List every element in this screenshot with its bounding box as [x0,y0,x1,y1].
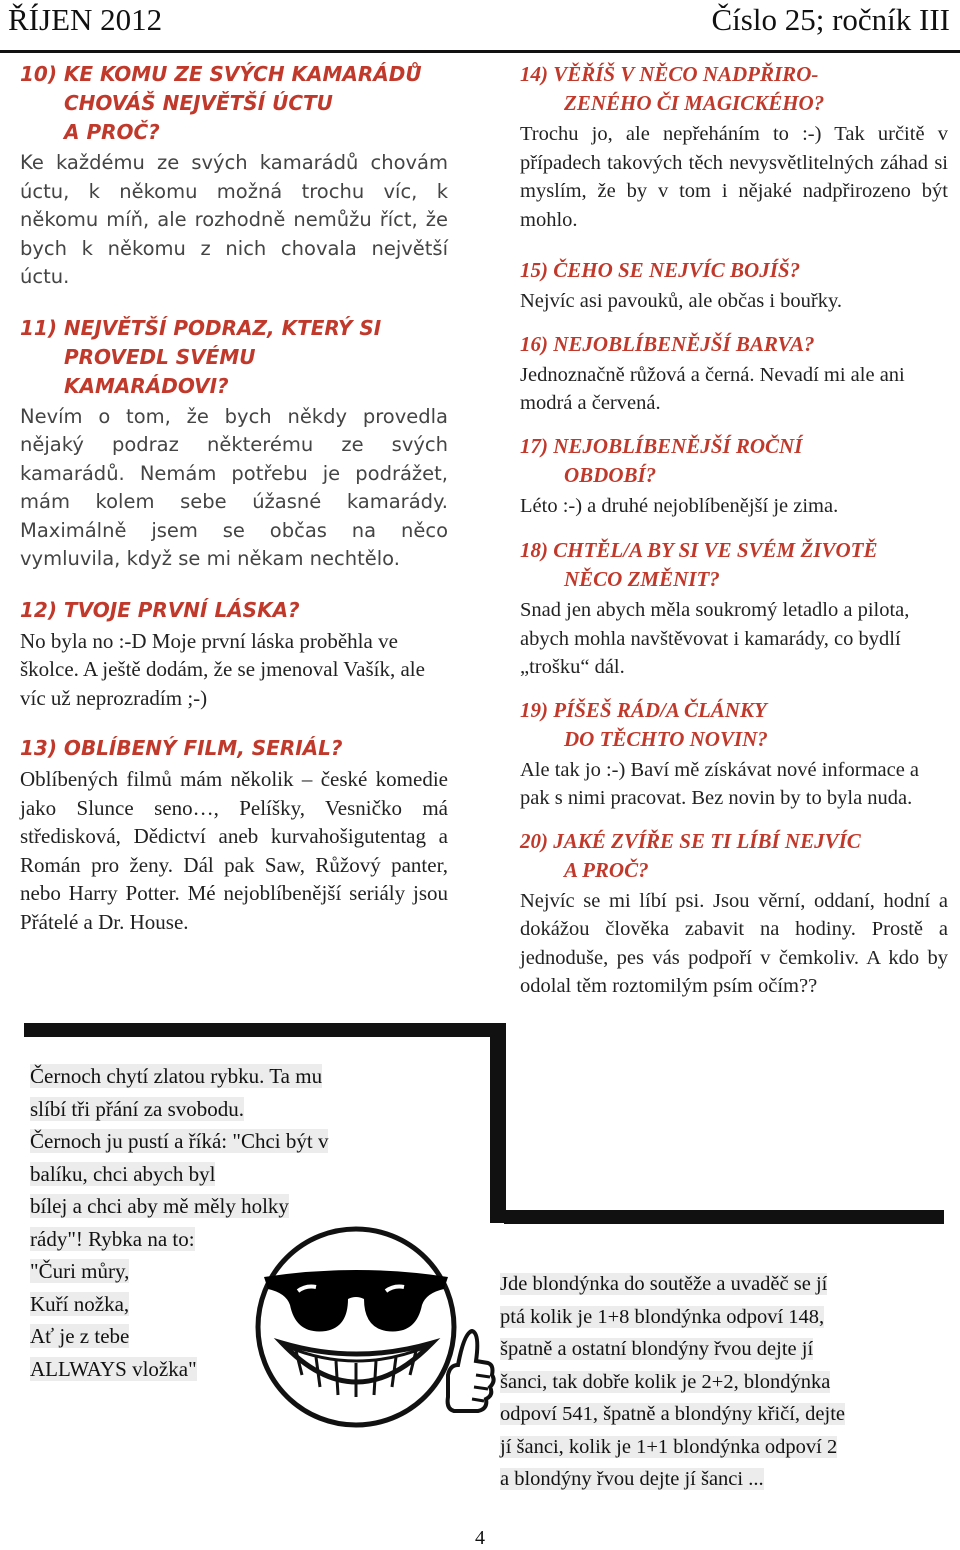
sunglasses-smiley-thumbs-up-icon [236,1215,496,1435]
joke-line: Ať je z tebe [30,1324,130,1348]
question-18: 18) CHTĚL/A BY SI VE SVÉM ŽIVOTĚ NĚCO ZMĚNIT? [520,538,878,591]
joke-line: balíku, chci abych byl [30,1161,216,1186]
left-column [20,60,448,936]
joke-line: a blondýny řvou dejte jí šanci ... [500,1468,764,1490]
question-14: 14) VĚŘÍŠ V NĚCO NADPŘIRO- ZENÉHO ČI MAGICKÉHO? [520,62,825,115]
question-11: 11) NEJVĚTŠÍ PODRAZ, KTERÝ SI PROVEDL SVÉMU KAMARÁDOVI? [20,315,382,398]
question-20: 20) JAKÉ ZVÍŘE SE TI LÍBÍ NEJVÍC A PROČ? [520,828,861,882]
joke-blonde [500,1268,920,1496]
question-17: 17) NEJOBLÍBENĚJŠÍ ROČNÍ OBDOBÍ? [520,433,803,487]
issue-date: ŘÍJEN 2012 [8,2,163,37]
joke-line: Černoch chytí zlatou rybku. Ta mu [30,1064,323,1088]
joke-line: bílej a chci aby mě měly holky [30,1194,289,1218]
answer-16: Jednoznačně růžová a černá. Nevadí mi ale ani modrá a červená. [520,363,905,414]
page-header [0,0,960,56]
joke-line: slíbí tři přání za svobodu. [30,1096,245,1121]
question-12: 12) TVOJE PRVNÍ LÁSKA? [20,597,300,622]
answer-10: Ke každému ze svých kamarádů chovám úctu, k někomu možná trochu víc, k někomu míň, ale rozhodně nemůžu říct, že bych k někomu z nich chovala největší úctu. [20,151,448,288]
joke-frame-right [490,1023,506,1223]
answer-13: Oblíbených filmů mám několik – české komedie jako Slunce seno…, Pelíšky, Vesničko má středisková, Dědictví aneb kurvahošigutentag a Román pro ženy. Dál pak Saw, Růžový panter, nebo Harry Potter. Mé nejoblíbenější seriály jsou Přátelé a Dr. House. [20,767,448,934]
joke-frame-top [24,1023,506,1037]
right-column [520,60,948,1001]
joke-line: odpoví 541, špatně a blondýny křičí, dejte [500,1403,846,1425]
joke-line: ALLWAYS vložka" [30,1356,197,1381]
question-19: 19) PÍŠEŠ RÁD/A ČLÁNKY DO TĚCHTO NOVIN? [520,697,768,751]
joke-line: šanci, tak dobře kolik je 2+2, blondýnka [500,1370,831,1393]
answer-19: Ale tak jo :-) Baví mě získávat nové informace a pak s nimi pracovat. Bez novin by to byla nuda. [520,758,920,809]
answer-12: No byla no :-D Moje první láska proběhla ve školce. A ještě dodám, že se jmenoval Vašík, ale víc už neprozradím ;-) [20,628,425,710]
header-rule [0,50,960,53]
joke-line: Kuří nožka, [30,1291,130,1316]
question-15: 15) ČEHO SE NEJVÍC BOJÍŠ? [520,258,801,282]
answer-17: Léto :-) a druhé nejoblíbenější je zima. [520,494,839,517]
joke-line: ptá kolik je 1+8 blondýnka odpoví 148, [500,1305,825,1328]
answer-18: Snad jen abych měla soukromý letadlo a pilota, abych mohla navštěvovat i kamarády, co bydlí „trošku“ dál. [520,599,910,678]
joke-line: "Čuri můry, [30,1259,130,1283]
joke-line: Černoch ju pustí a říká: "Chci být v [30,1129,329,1153]
joke-line: rády"! Rybka na to: [30,1226,195,1251]
question-10: 10) KE KOMU ZE SVÝCH KAMARÁDŮ CHOVÁŠ NEJVĚTŠÍ ÚCTU A PROČ? [20,62,422,144]
answer-15: Nejvíc asi pavouků, ale občas i bouřky. [520,290,843,312]
question-13: 13) OBLÍBENÝ FILM, SERIÁL? [20,736,343,760]
right-frame-bottom [504,1210,944,1224]
joke-line: špatně a ostatní blondýny řvou dejte jí [500,1338,814,1360]
answer-11: Nevím o tom, že bych někdy provedla nějaký podraz některému ze svých kamarádů. Nemám potřebu je podrážet, mám kolem sebe úžasné kamarády. Maximálně jsem se občas na něco vymluvila, když se mi někam nechtělo. [20,404,448,570]
issue-number: Číslo 25; ročník III [711,2,950,37]
joke-line: jí šanci, kolik je 1+1 blondýnka odpoví 2 [500,1435,838,1458]
page-number: 4 [475,1527,485,1549]
answer-14: Trochu jo, ale nepřeháním to :-) Tak určitě v případech takových těch nevysvětlitelných záhad si myslím, že by v tom i nějaké nadpřirozeno být mohlo. [520,123,948,231]
joke-line: Jde blondýnka do soutěže a uvaděč se jí [500,1273,828,1295]
answer-20: Nejvíc se mi líbí psi. Jsou věrní, oddaní, hodní a dokážou člověka zabavit na hodiny. Prostě a jednoduše, pes vás podpoří v čemkoliv. A kdo by odolal těm roztomilým psím očím?? [520,889,948,997]
question-16: 16) NEJOBLÍBENĚJŠÍ BARVA? [520,331,815,356]
